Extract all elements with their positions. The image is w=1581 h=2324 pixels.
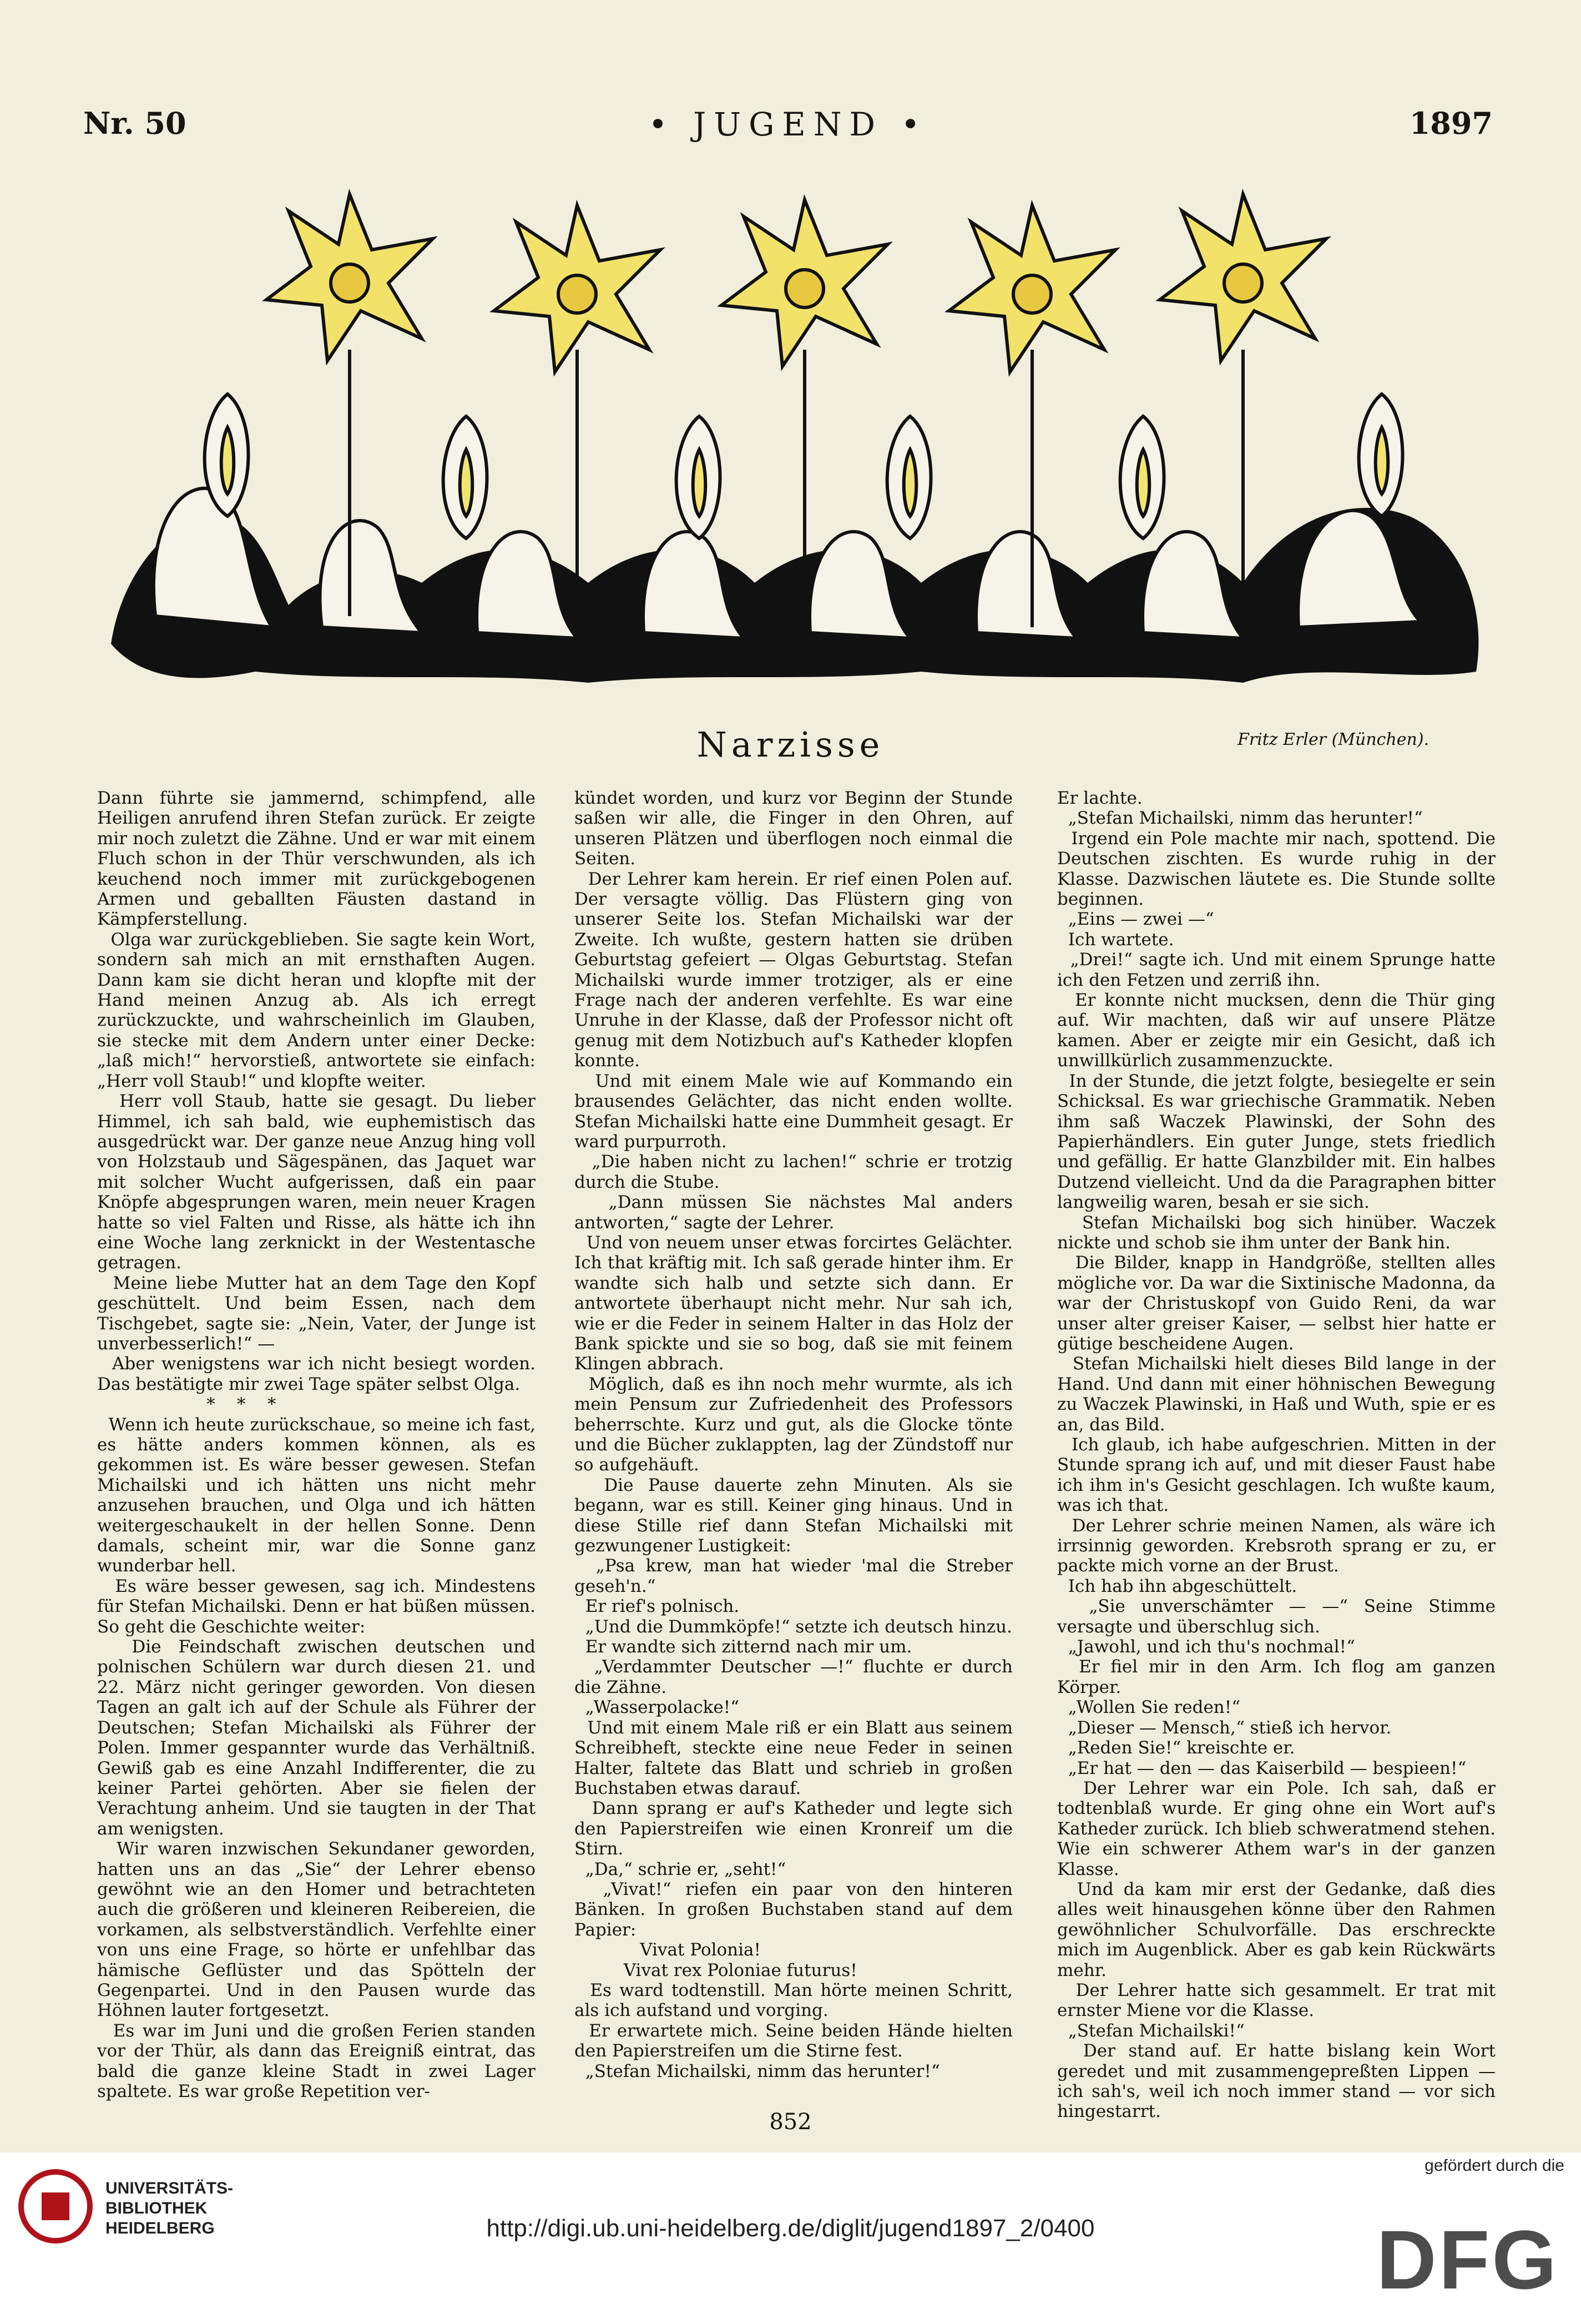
- text-column-3: Er lachte. „Stefan Michailski, nimm das herunter!“ Irgend ein Pole machte mir nach, spottend. Die Deutschen zischten. Es wurde ruhig in der Klasse. Dazwischen läutete es. Die Stunde sollte beginnen. „Eins — zwei —“ Ich wartete. „Drei!“ sagte ich. Und mit einem Sprunge hatte ich den Fetzen und zerriß ihn. Er konnte nicht mucksen, denn die Thür ging auf. Wir machten, daß wir auf unsere Plätze kamen. Aber er zeigte mir ein Gesicht, daß ich unwillkürlich zusammenzuckte. In der Stunde, die jetzt folgte, besiegelte er sein Schicksal. Es war griechische Grammatik. Neben ihm saß Waczek Plawinski, der Sohn des Papierhändlers. Ein guter Junge, stets friedlich und gefällig. Er hatte Glanzbilder mit. Ein halbes Dutzend vielleicht. Und da die Paragraphen bitter langweilig waren, besah er sie sich. Stefan Michailski bog sich hinüber. Waczek nickte und schob sie ihm unter der Bank hin. Die Bilder, knapp in Handgröße, stellten alles mögliche vor. Da war die Sixtinische Madonna, da war der Christuskopf von Guido Reni, da war unser alter greiser Kaiser, — selbst hier hatte er gütige bescheidene Augen. Stefan Michailski hielt dieses Bild lange in der Hand. Und dann mit einer höhnischen Bewegung zu Waczek Plawinski, in Haß und Wuth, spie er es an, das Bild. Ich glaub, ich habe aufgeschrien. Mitten in der Stunde sprang ich auf, und mit dieser Faust habe ich ihm in's Gesicht geschlagen. Ich wußte kaum, was ich that. Der Lehrer schrie meinen Namen, als wäre ich irrsinnig geworden. Krebsroth sprang er zu, er packte mich vorne an der Brust. Ich hab ihn abgeschüttelt. „Sie unverschämter — —“ Seine Stimme versagte und überschlug sich. „Jawohl, und ich thu's nochmal!“ Er fiel mir in den Arm. Ich flog am ganzen Körper. „Wollen Sie reden!“ „Dieser — Mensch,“ stieß ich hervor. „Reden Sie!“ kreischte er. „Er hat — den — das Kaiserbild — bespieen!“ Der Lehrer war ein Pole. Ich sah, daß er todtenblaß wurde. Er ging ohne ein Wort auf's Katheder zurück. Ich blieb schweratmend stehen. Wie ein schwerer Athem war's in der ganzen Klasse. Und da kam mir erst der Gedanke, daß dies alles weit hinausgehen könne über den Rahmen gewöhnlicher Schulvorfälle. Das erschreckte mich im Augenblick. Aber es gab kein Rückwärts mehr. Der Lehrer hatte sich gesammelt. Er trat mit ernster Miene vor die Klasse. „Stefan Michailski!“ Der stand auf. Er hatte bislang kein Wort geredet und mit zusammengepreßten Lippen — ich sah's, weil ich noch immer stand — vor sich hingestarrt.: [1057, 788, 1496, 2122]
- issue-year: 1897: [1409, 105, 1493, 141]
- artist-credit: Fritz Erler (München).: [1237, 730, 1430, 749]
- institution-name: UNIVERSITÄTS- BIBLIOTHEK HEIDELBERG: [105, 2179, 234, 2237]
- funding-note: gefördert durch die: [1425, 2156, 1564, 2175]
- issue-number: Nr. 50: [83, 105, 186, 141]
- text-column-1: Dann führte sie jammernd, schimpfend, alle Heiligen anrufend ihren Stefan zurück. Er zeigte mir noch zuletzt die Zähne. Und er war mit einem Fluch schon in der Thür verschwunden, als ich keuchend noch immer mit zurückgebogenen Armen und geballten Fäusten dastand in Kämpferstellung. Olga war zurückgeblieben. Sie sagte kein Wort, sondern sah mich an mit ernsthaften Augen. Dann kam sie dicht heran und klopfte mit der Hand meinen Anzug ab. Als ich erregt zurückzuckte, und wahrscheinlich im Glauben, sie stecke mit dem Andern unter einer Decke: „laß mich!“ hervorstieß, antwortete sie einfach: „Herr voll Staub!“ und klopfte weiter. Herr voll Staub, hatte sie gesagt. Du lieber Himmel, ich sah bald, wie euphemistisch das ausgedrückt war. Der ganze neue Anzug hing voll von Holzstaub und Sägespänen, das Jaquet war mit solcher Wucht aufgerissen, daß ein paar Knöpfe abgesprungen waren, mein neuer Kragen hatte so viel Falten und Risse, als hätte ich ihn eine Woche lang zerknickt in der Westentasche getragen. Meine liebe Mutter hat an dem Tage den Kopf geschüttelt. Und beim Essen, nach dem Tischgebet, sagte sie: „Nein, Vater, der Junge ist unverbesserlich!“ — Aber wenigstens war ich nicht besiegt worden. Das bestätigte mir zwei Tage später selbst Olga. * * * Wenn ich heute zurückschaue, so meine ich fast, es hätte anders kommen können, als es gekommen ist. Es wäre besser gewesen. Stefan Michailski und ich hätten uns nicht mehr anzusehen brauchen, und Olga und ich hätten weitergeschaukelt in der hellen Sonne. Denn damals, scheint mir, war die Sonne ganz wunderbar hell. Es wäre besser gewesen, sag ich. Mindestens für Stefan Michailski. Denn er hat büßen müssen. So geht die Geschichte weiter: Die Feindschaft zwischen deutschen und polnischen Schülern war durch diesen 21. und 22. März nicht geringer geworden. Von diesen Tagen an galt ich auf der Schule als Führer der Deutschen; Stefan Michailski als Führer der Polen. Immer gespannter wurde das Verhältniß. Gewiß gab es eine Anzahl Indifferenter, die zu keiner Partei gehörten. Aber sie fielen der Verachtung anheim. Und sie taugten in der That am wenigsten. Wir waren inzwischen Sekundaner geworden, hatten uns an das „Sie“ der Lehrer ebenso gewöhnt wie an den Homer und betrachteten auch die größeren und kleineren Reibereien, die vorkamen, als selbstverständlich. Verfehlte einer von uns eine Frage, so hörte er unfehlbar das hämische Geflüster und das Spötteln der Gegenpartei. Und in den Pausen wurde das Höhnen lauter fortgesetzt. Es war im Juni und die großen Ferien standen vor der Thür, als dann das Ereigniß eintrat, das bald die ganze kleine Stadt in zwei Lager spaltete. Es war große Repetition ver-: [97, 788, 536, 2101]
- illustration-caption: Narzisse: [696, 724, 885, 765]
- magazine-title: • JUGEND •: [648, 105, 928, 143]
- text-column-2: kündet worden, und kurz vor Beginn der Stunde saßen wir alle, die Finger in den Ohren, auf unseren Plätzen und überflogen noch einmal die Seiten. Der Lehrer kam herein. Er rief einen Polen auf. Der versagte völlig. Das Flüstern ging von unserer Seite los. Stefan Michailski war der Zweite. Ich wußte, gestern hatten sie drüben Geburtstag gefeiert — Olgas Geburtstag. Stefan Michailski wurde immer trotziger, als er eine Frage nach der anderen verfehlte. Es war eine Unruhe in der Klasse, daß der Professor nicht oft genug mit dem Notizbuch auf's Katheder klopfen konnte. Und mit einem Male wie auf Kommando ein brausendes Gelächter, das nicht enden wollte. Stefan Michailski hatte eine Dummheit gesagt. Er ward purpurroth. „Die haben nicht zu lachen!“ schrie er trotzig durch die Stube. „Dann müssen Sie nächstes Mal anders antworten,“ sagte der Lehrer. Und von neuem unser etwas forcirtes Gelächter. Ich that kräftig mit. Ich saß gerade hinter ihm. Er wandte sich halb und setzte sich dann. Er antwortete überhaupt nicht mehr. Nur sah ich, wie er die Feder in seinem Halter in das Holz der Bank spickte und sie so bog, daß sie mit feinem Klingen abbrach. Möglich, daß es ihn noch mehr wurmte, als ich mein Pensum zur Zufriedenheit des Professors beherrschte. Kurz und gut, als die Glocke tönte und die Bücher zuklappten, lag der Zündstoff nur so aufgehäuft. Die Pause dauerte zehn Minuten. Als sie begann, war es still. Keiner ging hinaus. Und in diese Stille rief dann Stefan Michailski mit gezwungener Lustigkeit: „Psa krew, man hat wieder 'mal die Streber geseh'n.“ Er rief's polnisch. „Und die Dummköpfe!“ setzte ich deutsch hinzu. Er wandte sich zitternd nach mir um. „Verdammter Deutscher —!“ fluchte er durch die Zähne. „Wasserpolacke!“ Und mit einem Male riß er ein Blatt aus seinem Schreibheft, steckte eine neue Feder in seinen Halter, faltete das Blatt und schrieb in großen Buchstaben etwas darauf. Dann sprang er auf's Katheder und legte sich den Papierstreifen wie einen Kronreif um die Stirn. „Da,“ schrie er, „seht!“ „Vivat!“ riefen ein paar von den hinteren Bänken. In großen Buchstaben stand auf dem Papier: Vivat Polonia! Vivat rex Poloniae futurus! Es ward todtenstill. Man hörte meinen Schritt, als ich aufstand und vorging. Er erwartete mich. Seine beiden Hände hielten den Papierstreifen um die Stirne fest. „Stefan Michailski, nimm das herunter!“: [574, 788, 1013, 2081]
- source-url-link[interactable]: http://digi.ub.uni-heidelberg.de/diglit/jugend1897_2/0400: [486, 2215, 1095, 2242]
- masthead: [83, 105, 1493, 150]
- page-number: 852: [769, 2109, 812, 2135]
- dfg-logo: DFG: [1376, 2213, 1559, 2306]
- narcissus-illustration: [89, 183, 1498, 727]
